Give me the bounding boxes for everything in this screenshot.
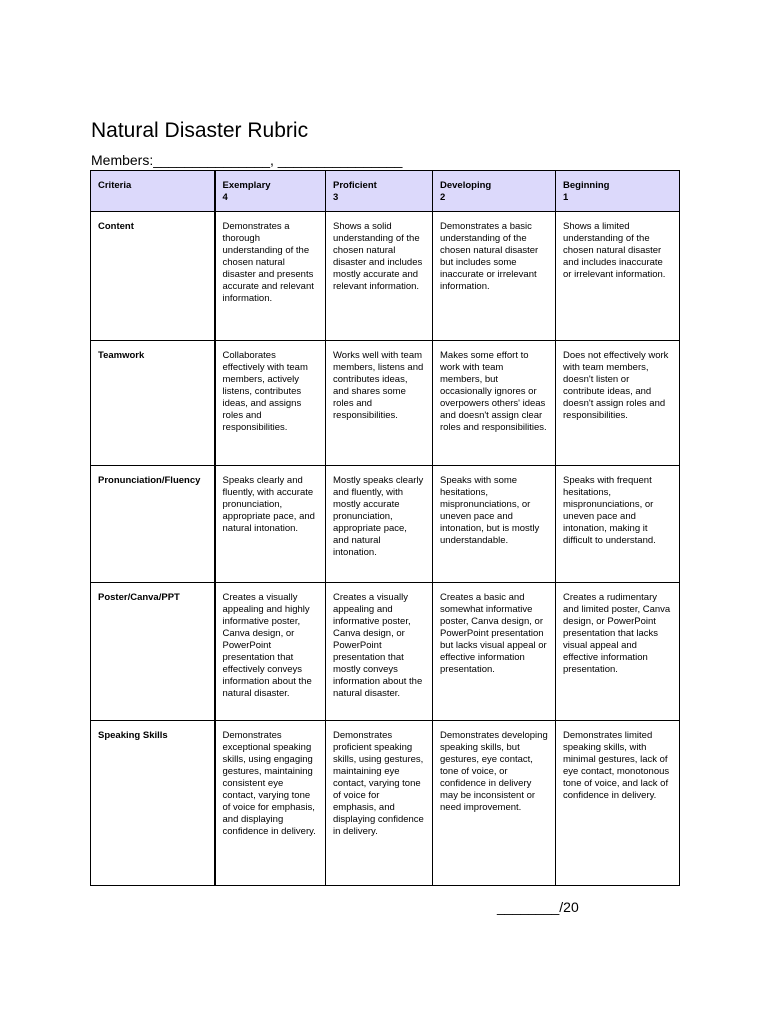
rubric-cell: Creates a visually appealing and informative poster, Canva design, or PowerPoint presentation that mostly conveys information about the natural disaster. <box>326 583 433 721</box>
level-points: 1 <box>563 192 569 203</box>
rubric-cell: Demonstrates exceptional speaking skills, using engaging gestures, maintaining consistent eye contact, varying tone of voice for emphasis, and displaying confidence in delivery. <box>215 721 326 886</box>
rubric-cell: Speaks clearly and fluently, with accurate pronunciation, appropriate pace, and natural intonation. <box>215 466 326 583</box>
rubric-cell: Creates a rudimentary and limited poster, Canva design, or PowerPoint presentation that lacks visual appeal and effective information presentation. <box>556 583 680 721</box>
level-name: Proficient <box>333 180 377 191</box>
level-points: 2 <box>440 192 446 203</box>
rubric-row-pronunciation-fluency <box>91 466 680 583</box>
criterion-label: Pronunciation/Fluency <box>91 466 215 583</box>
rubric-row-teamwork <box>91 341 680 466</box>
criterion-label: Poster/Canva/PPT <box>91 583 215 721</box>
total-score-line: ________/20 <box>497 899 579 915</box>
level-header-proficient <box>326 171 433 212</box>
level-header-developing <box>433 171 556 212</box>
rubric-row-speaking-skills <box>91 721 680 886</box>
rubric-row-poster-canva-ppt <box>91 583 680 721</box>
rubric-cell: Demonstrates developing speaking skills, but gestures, eye contact, tone of voice, or confidence in delivery may be inconsistent or need improvement. <box>433 721 556 886</box>
rubric-cell: Shows a limited understanding of the chosen natural disaster and includes inaccurate or irrelevant information. <box>556 212 680 341</box>
rubric-cell: Collaborates effectively with team members, actively listens, contributes ideas, and assigns roles and responsibilities. <box>215 341 326 466</box>
rubric-table <box>90 170 680 886</box>
rubric-cell: Works well with team members, listens and contributes ideas, and shares some roles and responsibilities. <box>326 341 433 466</box>
level-header-beginning <box>556 171 680 212</box>
level-name: Exemplary <box>222 180 271 191</box>
criterion-label: Content <box>91 212 215 341</box>
level-header-exemplary <box>215 171 326 212</box>
rubric-cell: Speaks with frequent hesitations, mispronunciations, or uneven pace and intonation, making it difficult to understand. <box>556 466 680 583</box>
rubric-cell: Mostly speaks clearly and fluently, with mostly accurate pronunciation, appropriate pace, and natural intonation. <box>326 466 433 583</box>
rubric-cell: Demonstrates proficient speaking skills, using gestures, maintaining eye contact, varying tone of voice for emphasis, and displaying confidence in delivery. <box>326 721 433 886</box>
rubric-cell: Does not effectively work with team members, doesn't listen or contribute ideas, and doesn't assign roles and responsibilities. <box>556 341 680 466</box>
rubric-cell: Shows a solid understanding of the chosen natural disaster and includes mostly accurate and relevant information. <box>326 212 433 341</box>
rubric-cell: Creates a visually appealing and highly informative poster, Canva design, or PowerPoint presentation that effectively conveys information about the natural disaster. <box>215 583 326 721</box>
criterion-label: Speaking Skills <box>91 721 215 886</box>
members-line: Members:_______________, ________________ <box>91 152 403 168</box>
rubric-cell: Demonstrates a thorough understanding of the chosen natural disaster and presents accurate and relevant information. <box>215 212 326 341</box>
rubric-cell: Speaks with some hesitations, mispronunciations, or uneven pace and intonation, but is mostly understandable. <box>433 466 556 583</box>
rubric-cell: Makes some effort to work with team members, but occasionally ignores or overpowers others' ideas and doesn't assign clear roles and responsibilities. <box>433 341 556 466</box>
level-name: Developing <box>440 180 492 191</box>
criteria-header: Criteria <box>91 171 215 212</box>
level-points: 3 <box>333 192 339 203</box>
document-title: Natural Disaster Rubric <box>91 119 309 142</box>
rubric-cell: Creates a basic and somewhat informative poster, Canva design, or PowerPoint presentation but lacks visual appeal or effective information presentation. <box>433 583 556 721</box>
criterion-label: Teamwork <box>91 341 215 466</box>
header-row <box>91 171 680 212</box>
rubric-cell: Demonstrates a basic understanding of the chosen natural disaster but includes some inaccurate or irrelevant information. <box>433 212 556 341</box>
level-name: Beginning <box>563 180 610 191</box>
rubric-row-content <box>91 212 680 341</box>
level-points: 4 <box>222 192 228 203</box>
rubric-cell: Demonstrates limited speaking skills, with minimal gestures, lack of eye contact, monotonous tone of voice, and lack of confidence in delivery. <box>556 721 680 886</box>
